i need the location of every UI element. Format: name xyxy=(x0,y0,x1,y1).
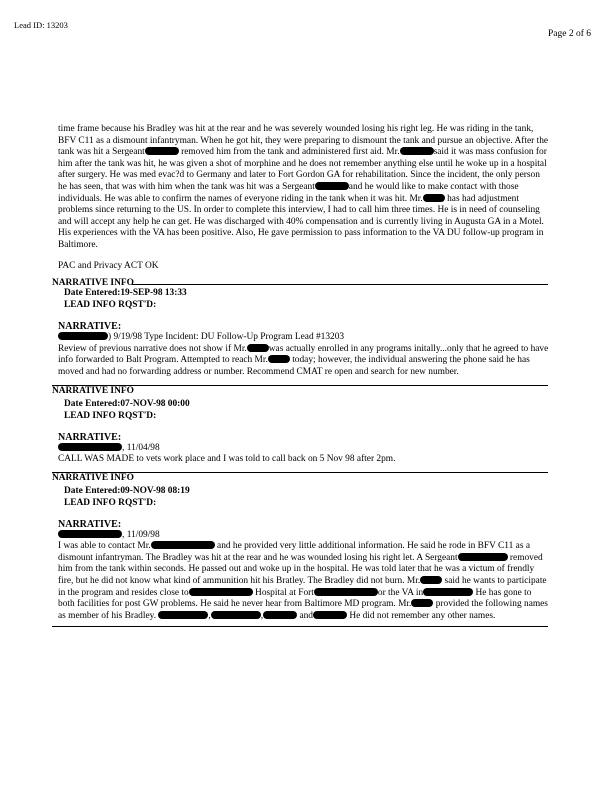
narrative-body: Review of previous narrative does not show if Mr. was actually enrolled in any programs initally...only that he agreed to have info forwarded to Balt Program. Attempted to reach Mr. today; however, the individual answering the phone said he has moved and had no forwarding address or number. Recommend CMAT re open and search for new number. xyxy=(58,343,549,377)
narrative-label: NARRATIVE: xyxy=(58,321,122,333)
closing-rule xyxy=(52,626,548,627)
redaction xyxy=(315,182,349,190)
section-title: NARRATIVE INFO xyxy=(52,472,134,483)
document-body xyxy=(52,124,550,627)
redaction xyxy=(145,147,179,155)
section-title: NARRATIVE INFO xyxy=(52,278,134,289)
redaction xyxy=(423,588,473,596)
redaction xyxy=(411,599,433,607)
narrative-section-header xyxy=(52,472,550,483)
section-rule xyxy=(132,284,548,285)
redaction xyxy=(400,147,434,155)
redaction xyxy=(313,611,347,619)
narrative-line: , 11/04/98 xyxy=(58,443,550,455)
lead-info-label: LEAD INFO RQST'D: xyxy=(64,300,157,311)
redaction xyxy=(58,332,108,340)
redaction xyxy=(211,611,261,619)
lead-info-label: LEAD INFO RQST'D: xyxy=(64,497,157,508)
redaction xyxy=(263,611,297,619)
redaction xyxy=(58,530,122,538)
narrative-body: I was able to contact Mr. and he provided very little additional information. He said he rode in BFV C11 as a dismount infantryman. The Bradley was hit at the rear and he was wounded losing his right let. A Sergeant removed him from the tank within seconds. He passed out and woke up in the hospital. He was told later that he was a victum of frendly fire, but he did not know what kind of ammunition hit his Bratley. The Bradley did not burn. Mr. said he wants to participate in the program and resides close to Hospital at Fort or the VA in He has gone to both facilities for post GW problems. He said he never hear from Baltimore MD program. Mr. provided the following names as member of his Bradley. , , and He did not remember any other names. xyxy=(58,541,548,621)
lead-id: Lead ID: 13203 xyxy=(14,20,68,30)
redaction xyxy=(423,194,445,202)
redaction xyxy=(189,588,253,596)
redaction xyxy=(58,443,122,451)
redaction xyxy=(314,588,378,596)
narrative-line: , 11/09/98 xyxy=(58,530,550,542)
entry-meta xyxy=(58,287,550,311)
narrative-label: NARRATIVE: xyxy=(58,431,122,443)
intro-paragraph: time frame because his Bradley was hit at the rear and he was severely wounded losing his right leg. He was riding in the tank, BFV C11 as a dismount infantryman. When he got hit, they were preparing to dismount the tank and pursue an objective. After the tank was hit a Sergeant removed him from the tank and administered first aid. Mr. said it was mass confusion for him after the tank was hit, he was given a shot of morphine and he does not remember anything else until he woke up in a hospital after surgery. He was med evac?d to Germany and later to Fort Gordon GA for rehabilitation. Since the incident, the only person he has seen, that was with him when the tank was hit was a Sergeant and he would like to make contact with those individuals. He was able to confirm the names of everyone riding in the tank when it was hit. Mr. has had adjustment problems since returning to the US. In order to complete this interview, I had to call him three times. He is in need of counseling and will accept any help he can get. He was discharged with 40% compensation and is currently living in Augusta GA in a Motel. His experiences with the VA has been positive. Also, He gave permission to pass information to the VA DU follow-up program in Baltimore. xyxy=(58,124,549,250)
narrative-section-header xyxy=(52,385,550,396)
redaction xyxy=(420,576,442,584)
page-number: Page 2 of 6 xyxy=(547,29,591,39)
entry-meta xyxy=(58,485,550,509)
section-title: NARRATIVE INFO xyxy=(52,385,134,396)
narrative-section-header xyxy=(52,278,550,289)
redaction xyxy=(247,344,269,352)
narrative-label: NARRATIVE: xyxy=(58,518,122,530)
narrative-body: CALL WAS MADE to vets work place and I was told to call back on 5 Nov 98 after 2pm. xyxy=(58,454,396,465)
redaction xyxy=(151,541,215,549)
date-entered: Date Entered:09-NOV-98 08:19 xyxy=(64,485,190,496)
narrative-line: ) 9/19/98 Type Incident: DU Follow-Up Program Lead #13203 xyxy=(58,332,550,344)
redaction xyxy=(158,611,208,619)
entry-meta xyxy=(58,398,550,422)
redaction xyxy=(268,355,290,363)
lead-info-label: LEAD INFO RQST'D: xyxy=(64,410,157,421)
date-entered: Date Entered:07-NOV-98 00:00 xyxy=(64,398,190,409)
redaction xyxy=(458,553,508,561)
date-entered: Date Entered:19-SEP-98 13:33 xyxy=(64,288,187,299)
privacy-note: PAC and Privacy ACT OK xyxy=(58,260,159,271)
